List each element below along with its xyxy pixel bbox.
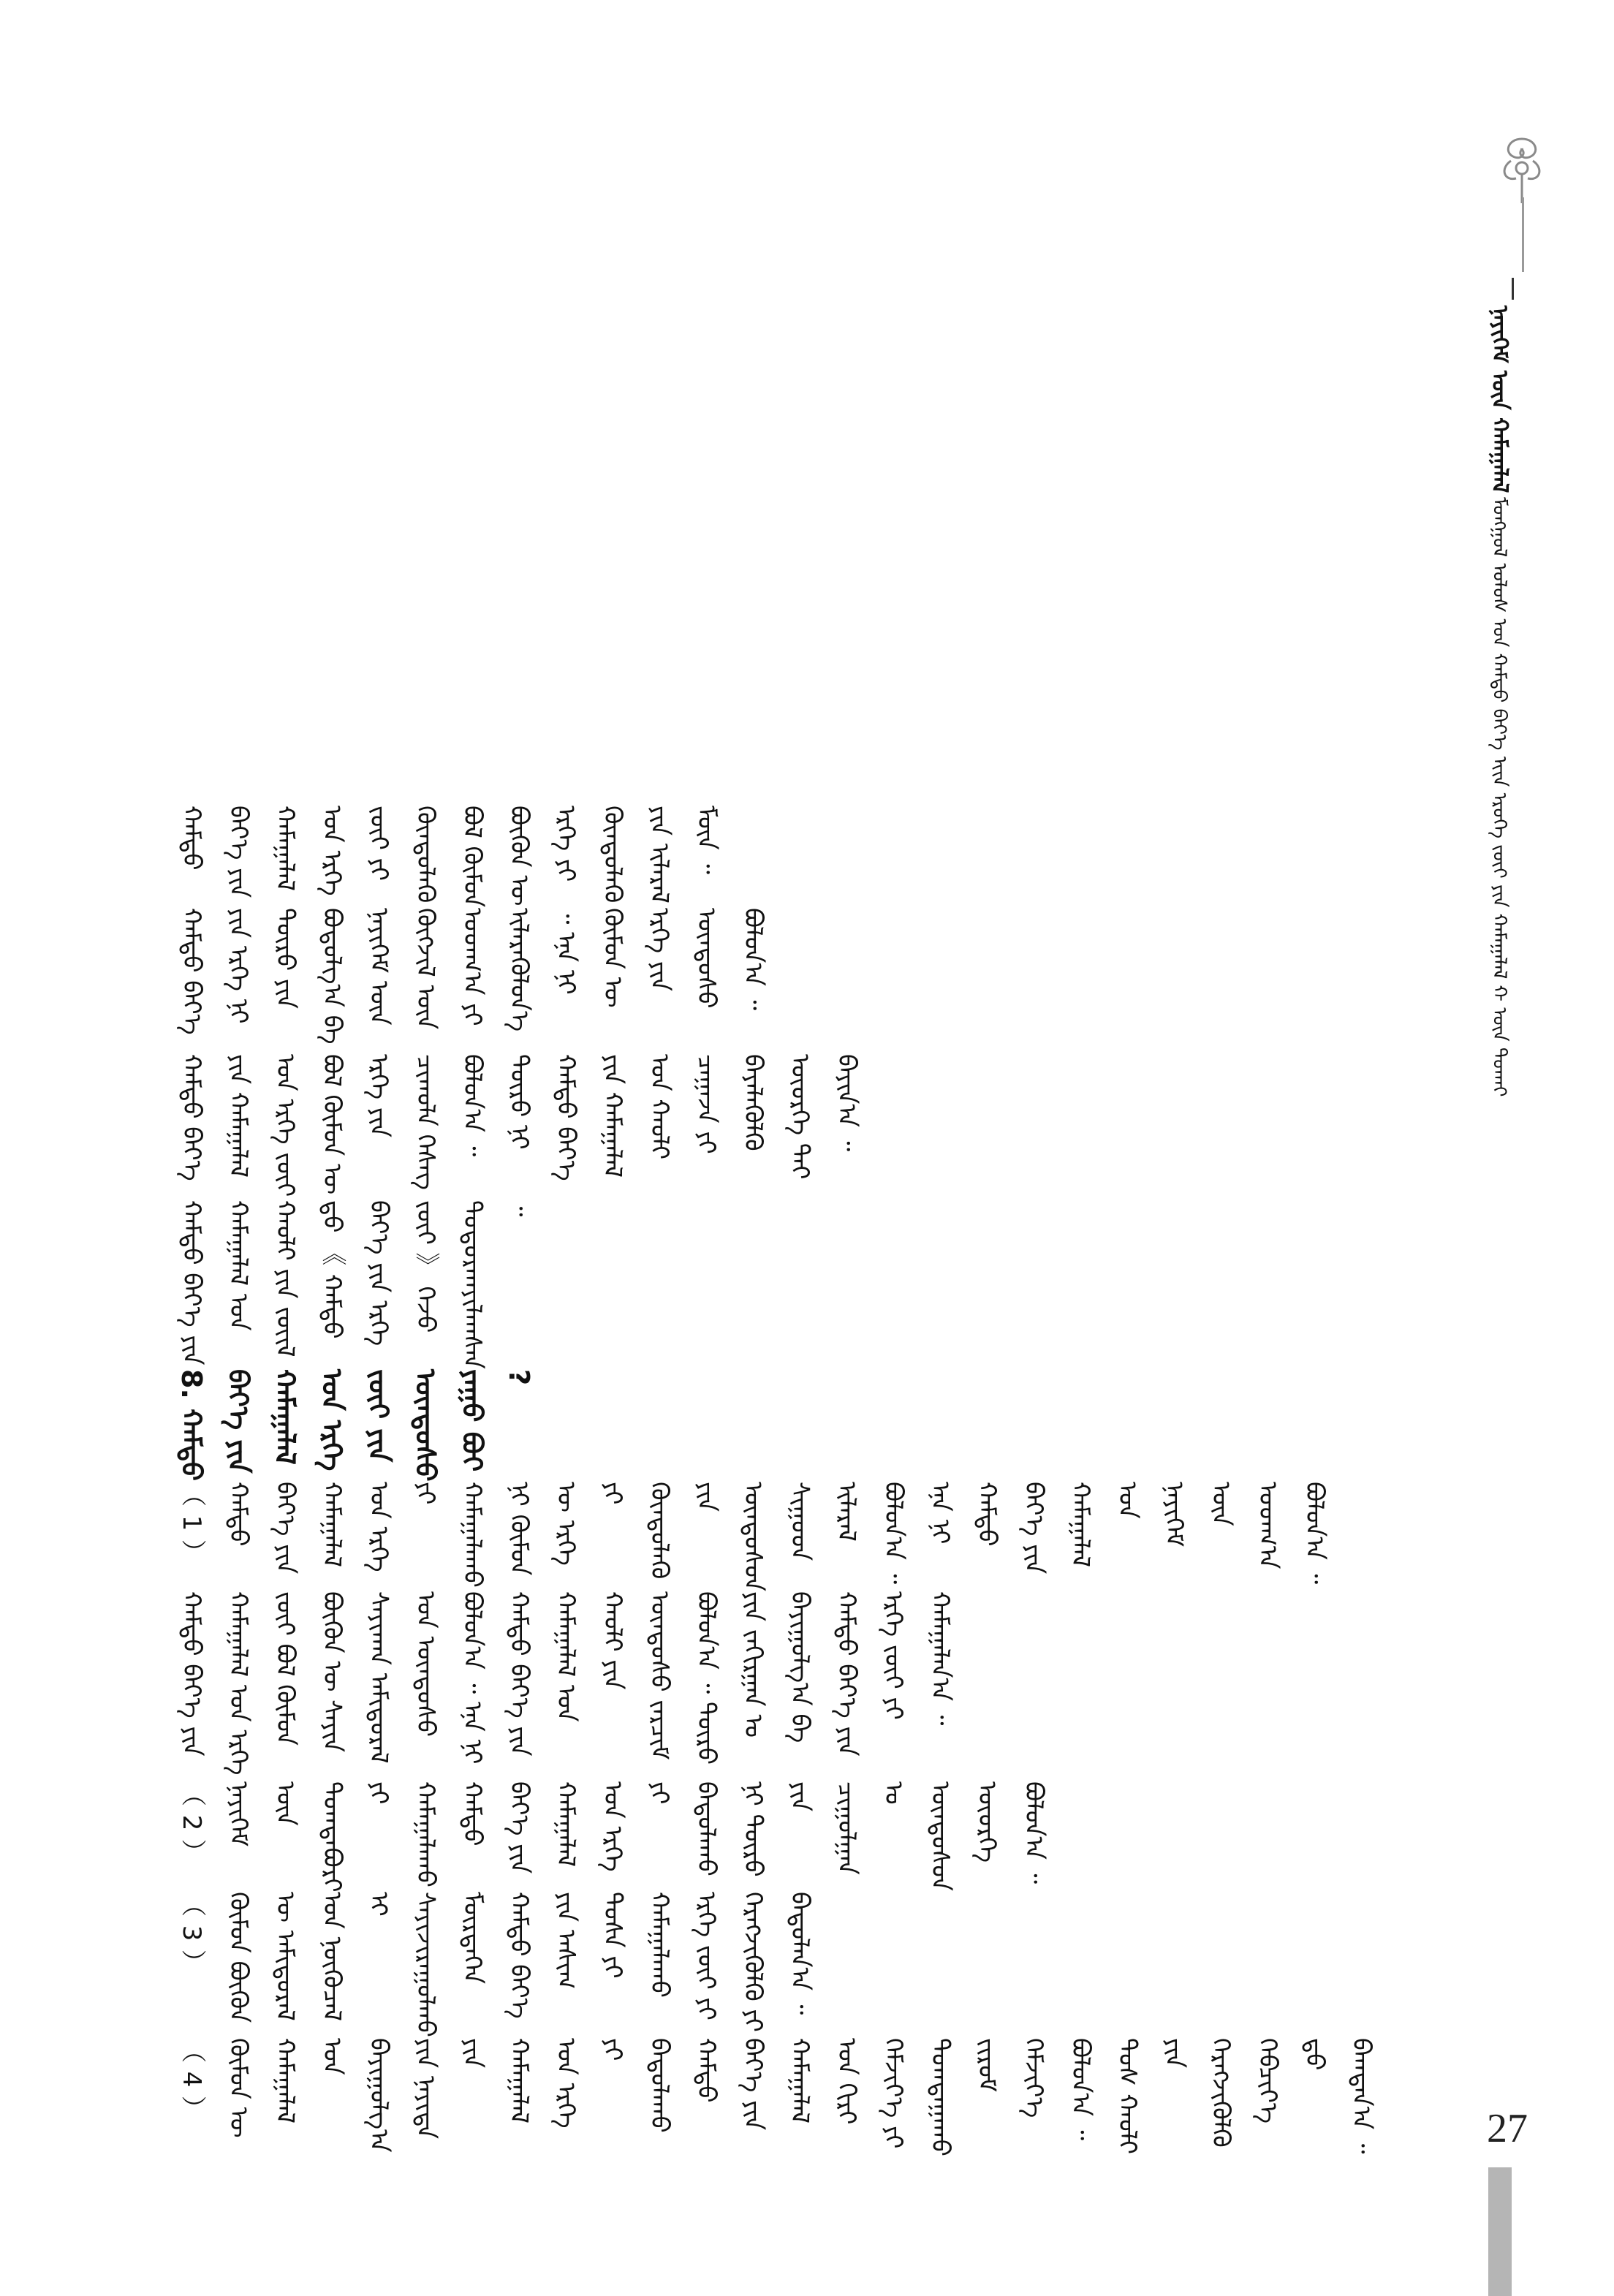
paragraph-2: （ 2 ） ᠨᠡᠶᠢᠭᠡᠮ ᠦᠨ ᠲᠣᠭᠲᠠᠪᠤᠷᠢ ᠶᠢ ᠬᠠᠮᠠᠭᠠᠯᠠᠬᠤ ᠬᠠᠮᠲᠤ ᠪᠡᠶ᠎ᠡ ᠶᠢᠨ ᠬᠠᠮᠠᠭᠠᠯᠠᠯ ᠤᠨ ᠡᠷᠬᠡ ᠶᠢ ᠪᠠᠲᠤᠯᠠᠬᠤ ᠨᠢ ᠲᠦᠷᠦ ᠶᠢᠨ ᠴᠢᠭᠤᠯᠭᠠᠨ ᠤ ᠦᠨᠳᠦᠰᠦᠨ ᠦᠦᠷᠭᠡ ᠪᠣᠯᠤᠨ᠎ᠠ ᠃ <box>177 1781 1048 1893</box>
paragraph-a1: （ 1 ） ᠬᠠᠮᠲᠤ ᠪᠡᠶ᠎ᠡ ᠶᠢᠨ ᠬᠠᠮᠠᠭᠠᠯᠠᠯ ᠤᠨ ᠡᠷᠬᠡ ᠶᠢ ᠬᠠᠮᠠᠭᠠᠯᠠᠬᠤ ᠨᠢ ᠬᠦᠮᠦᠨ ᠦ ᠡᠷᠬᠡ ᠶᠢ ᠬᠦᠨᠳᠦᠯᠡᠬᠦ ᠶᠢᠨ ᠦᠨᠳᠦᠰᠦᠨ ᠰᠢᠭᠤᠳ ᠢᠯᠡᠷᠡᠯ ᠪᠣᠯᠤᠨ᠎ᠠ ᠃ ᠡᠨᠡ ᠨᠢ ᠬᠠᠮᠲᠤ ᠪᠡᠶ᠎ᠡ ᠶᠢᠨ ᠬᠠᠮᠠᠭᠠᠯᠠᠯ ᠤᠨ ᠨᠡᠶᠢᠭᠡᠮ ᠦᠨ ᠤᠳᠬ᠎ᠠ ᠪᠣᠯᠤᠨ᠎ᠠ ᠃ <box>177 1481 1329 1591</box>
header-dash <box>1512 278 1514 300</box>
page-edge-bar <box>1488 2167 1512 2296</box>
paragraph-l1: ᠬᠠᠮᠲᠤ ᠪᠡᠶ᠎ᠡ ᠶᠢᠨ ᠬᠠᠮᠠᠭᠠᠯᠠᠯ ᠤᠨ ᠡᠷᠬᠡ ᠵᠦᠢ ᠪᠣᠯ ᠬᠦᠮᠦᠨ ᠦ ᠡᠷᠬᠡ ᠶᠢᠨ ᠴᠢᠬᠤᠯᠠ ᠬᠡᠰᠡᠭ ᠪᠣᠯᠤᠨ᠎ᠠ ᠃ ᠲᠦᠷᠦ ᠨᠢ ᠬᠠᠮᠲᠤ ᠪᠡᠶ᠎ᠡ ᠶᠢᠨ ᠬᠠᠮᠠᠭᠠᠯᠠᠯ ᠤᠨ ᠬᠠᠤᠯᠢ ᠴᠠᠭᠠᠵᠠ ᠶᠢ ᠪᠡᠶᠡᠯᠡᠭᠦᠯᠬᠦ ᠦᠦᠷᠭᠡ ᠲᠡᠢ ᠪᠠᠶᠢᠨ᠎ᠠ ᠃ <box>177 1053 861 1197</box>
running-header-bold: ᠨᠡᠶᠢᠭᠡᠮ ᠦᠨ ᠬᠠᠮᠠᠭᠠᠯᠠᠯ <box>1487 306 1512 493</box>
body-text <box>168 183 1462 2156</box>
paragraph-l2: ᠬᠠᠮᠲᠤ ᠪᠡᠶ᠎ᠡ ᠶᠢᠨ ᠡᠷᠬᠡ ᠨᠢ ᠲᠦᠷᠦ ᠶᠢᠨ ᠪᠣᠳᠣᠯᠭ᠎ᠠ ᠪᠠ ᠨᠡᠶᠢᠭᠡᠮ ᠦᠨ ᠬᠥᠭᠵᠢᠯ ᠦᠨ ᠤᠳᠬ᠎ᠠ ᠶᠢ ᠢᠯᠡᠷᠡᠭᠦᠯᠦᠨ᠎ᠡ ᠃ ᠡᠨᠡ ᠨᠢ ᠬᠦᠮᠦᠨ ᠦ ᠡᠷᠬᠡ ᠶᠢᠨ ᠦᠨᠳᠦᠰᠦ ᠪᠤᠯᠤᠨ᠎ᠠ ᠃ <box>177 907 768 1045</box>
page-number: 27 <box>1487 2106 1528 2151</box>
paragraph-3: （ 3 ） ᠬᠦᠮᠦᠨ ᠪᠦᠬᠦᠨ ᠦ ᠠᠮᠢᠳᠤᠷᠠᠯ ᠤᠨ ᠨᠦᠬᠦᠴᠡᠯ ᠢ ᠰᠠᠶᠢᠵᠢᠷᠠᠭᠤᠯᠬᠤ ᠮᠥᠷᠲᠡᠭᠡᠨ ᠬᠠᠮᠲᠤ ᠪᠡᠶ᠎ᠡ ᠶᠢᠨ ᠠᠰᠢᠭ ᠲᠤᠰᠠ ᠶᠢ ᠬᠠᠮᠠᠭᠠᠯᠠᠬᠤ ᠡᠷᠬᠡ ᠵᠦᠢ ᠶᠢ ᠬᠡᠷᠡᠭᠵᠢᠭᠦᠯᠬᠦ ᠶᠢ ᠪᠠᠲᠤᠯᠠᠨ᠎ᠠ ᠃ <box>177 1892 814 2037</box>
paragraph-1: ᠬᠠᠮᠲᠤ ᠪᠡᠶ᠎ᠡ ᠶᠢᠨ ᠬᠠᠮᠠᠭᠠᠯᠠᠯ ᠤᠨ ᠡᠷᠬᠡ ᠵᠦᠢ ᠪᠣᠯ ᠬᠦᠮᠦᠨ ᠪᠦᠬᠦᠨ ᠦ ᠰᠠᠶᠢᠨ ᠰᠠᠶᠢᠬᠠᠨ ᠠᠮᠢᠳᠤᠷᠠᠯ ᠤᠨ ᠦᠨᠳᠦᠰᠦ ᠪᠣᠯᠤᠨ᠎ᠠ ᠃ ᠡᠨᠡ ᠨᠢ ᠬᠠᠮᠲᠤ ᠪᠡᠶ᠎ᠡ ᠶᠢᠨ ᠬᠠᠮᠠᠭᠠᠯᠠᠯ ᠤᠨ ᠬᠠᠤᠯᠢ ᠶᠢᠨ ᠦᠨᠳᠦᠰᠦ ᠵᠠᠷᠴᠢᠮ ᠪᠣᠯᠤᠨ᠎ᠠ ᠃ ᠲᠦᠷᠦ ᠶᠢᠨ ᠵᠠᠬᠢᠷᠭᠠᠨ ᠤ ᠪᠠᠶᠢᠭᠤᠯᠭ᠎ᠠ ᠪᠠ ᠬᠠᠮᠲᠤ ᠪᠡᠶ᠎ᠡ ᠶᠢᠨ ᠡᠷᠬᠡ ᠵᠦᠢ ᠶᠢ ᠬᠠᠮᠠᠭᠠᠯᠠᠨ᠎ᠠ ᠃ <box>177 1591 955 1776</box>
running-header-title: ᠮᠣᠩᠭᠣᠯ ᠤᠯᠤᠰ ᠤᠨ ᠬᠠᠮᠲᠤ ᠪᠡᠶ᠎ᠡ ᠢᠢᠨ ᠡᠷᠦᠬᠡ ᠵᠦᠢ ᠶᠢᠨ ᠬᠠᠮᠠᠭᠠᠯᠠᠯ ᠭ᠋ ᠦᠨ ᠲᠤᠬᠠᠢ <box>1488 497 1510 1097</box>
paragraph-l3: ᠬᠠᠮᠲᠤ ᠪᠡᠶ᠎ᠡ ᠶᠢᠨ ᠬᠠᠮᠠᠭᠠᠯᠠᠯ ᠤᠨ ᠡᠷᠬᠡ ᠵᠦᠢ ᠶᠢ ᠬᠦᠨᠳᠦᠯᠡᠬᠦ ᠪᠣᠯ ᠬᠦᠮᠦᠨ ᠪᠦᠬᠦᠨ ᠦ ᠡᠷᠬᠡ ᠶᠢ ᠬᠦᠨᠳᠦᠯᠡᠬᠦ ᠶᠢᠨ ᠢᠯᠡᠷᠡᠯ ᠮᠥᠨ ᠃ <box>177 805 721 908</box>
paragraph-quote: ᠬᠠᠮᠲᠤ ᠪᠡᠶ᠎ᠡ ᠶᠢᠨ ᠬᠠᠮᠠᠭᠠᠯᠠᠯ ᠤᠨ ᠬᠠᠤᠯᠢ ᠶᠢᠨ ᠵᠦᠢᠯ ᠳ᠋ᠤ 《 ᠬᠠᠮᠲᠤ ᠪᠡᠶ᠎ᠡ ᠶᠢᠨ ᠡᠷᠬᠡ ᠵᠦᠢ 》 ᠭᠡᠵᠦ ᠲᠣᠳᠤᠷᠬᠠᠶᠢᠯᠠᠭᠰᠠᠨ ᠃ <box>177 1200 534 1369</box>
header-rule <box>1522 197 1524 272</box>
running-header <box>1480 306 1518 1097</box>
paragraph-4: （ 4 ） ᠬᠦᠮᠦᠨ ᠦ ᠬᠠᠮᠠᠭᠠᠯᠠᠯ ᠤᠨ ᠪᠠᠶᠢᠭᠤᠯᠭ᠎ᠠ ᠶᠢᠨ ᠨᠡᠶᠢᠲᠡ ᠶᠢᠨ ᠬᠠᠮᠠᠭᠠᠯᠠᠯ ᠤᠨ ᠡᠷᠬᠡ ᠶᠢ ᠪᠠᠲᠤᠯᠠᠬᠤ ᠬᠠᠮᠲᠤ ᠪᠡᠶ᠎ᠡ ᠶᠢᠨ ᠬᠠᠮᠠᠭᠠᠯᠠᠯ ᠤᠨ ᠬᠢᠷᠢ ᠬᠡᠮᠵᠢᠶ᠎ᠡ ᠶᠢ ᠲᠣᠭᠲᠠᠭᠠᠬᠤ ᠵᠢᠷᠤᠮ ᠬᠡᠮᠵᠢᠶ᠎ᠡ ᠪᠣᠯᠤᠨ᠎ᠠ ᠃ ᠲᠤᠰ ᠬᠠᠤᠯᠢ ᠶᠢᠨ ᠬᠡᠷᠡᠭᠵᠢᠭᠦᠯᠬᠦ ᠬᠡᠪᠴᠢᠶ᠎ᠡ ᠳ᠋ᠤ ᠪᠠᠭᠲᠠᠨ᠎ᠠ ᠃ <box>177 2038 1376 2157</box>
question-heading: 8. ᠬᠠᠮᠲᠤ ᠪᠡᠶ᠎ᠡ ᠶᠢᠨ ᠬᠠᠮᠠᠭᠠᠯᠠᠯ ᠤᠨ ᠡᠷᠬᠡ ᠵᠦᠢ ᠶᠢᠨ ᠦᠨᠳᠦᠰᠦ ᠶᠠᠭᠤ ᠪᠣᠢ ? <box>175 1368 535 1482</box>
header-ornament-icon <box>1478 124 1566 205</box>
